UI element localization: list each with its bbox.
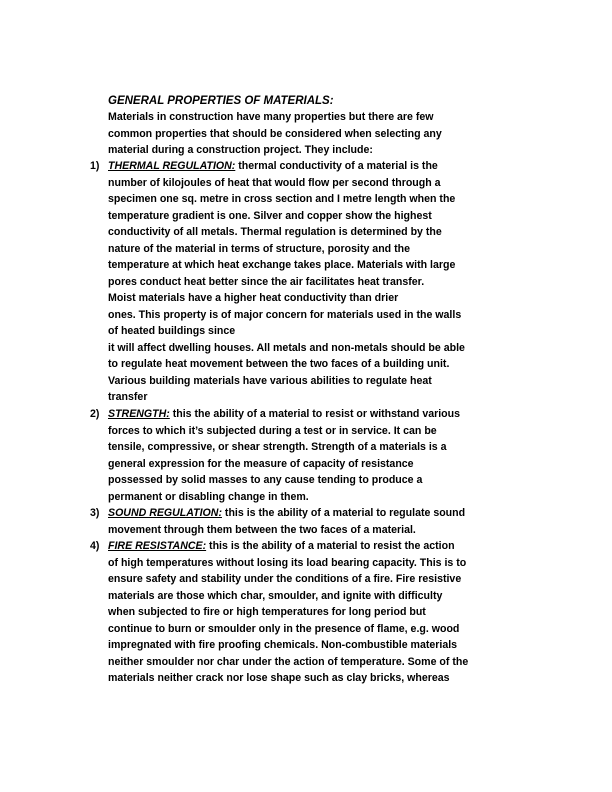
text-line: movement through them between the two faces of a material. [108, 523, 416, 536]
text-line: number of kilojoules of heat that would flow per second through a [108, 176, 441, 189]
list-number: 2) [90, 408, 100, 420]
list-number: 3) [90, 507, 100, 519]
text-line: tensile, compressive, or shear strength. Strength of a materials is a [108, 441, 447, 453]
text-line: continue to burn or smoulder only in the presence of flame, e.g. wood [108, 622, 460, 635]
list-number: 1) [90, 160, 100, 172]
text-line: of high temperatures without losing its load bearing capacity. This is to [108, 556, 467, 569]
text-line: materials are those which char, smoulder, and ignite with difficulty [108, 589, 443, 602]
text-line: general expression for the measure of capacity of resistance [108, 457, 414, 470]
text-line: Various building materials have various abilities to regulate heat [108, 374, 432, 387]
text-line: material during a construction project. They include: [108, 144, 373, 156]
list-item-sound-regulation [108, 505, 548, 538]
text-line: when subjected to fire or high temperatures for long period but [108, 606, 426, 618]
term-fire-resistance: FIRE RESISTANCE: [108, 540, 207, 552]
text-line: pores conduct heat better since the air facilitates heat transfer. [108, 275, 425, 288]
text-line: to regulate heat movement between the two faces of a building unit. [108, 358, 450, 370]
text-line: ones. This property is of major concern for materials used in the walls [108, 308, 462, 321]
page-heading: GENERAL PROPERTIES OF MATERIALS: [108, 95, 334, 107]
text-line: ensure safety and stability under the conditions of a fire. Fire resistive [108, 573, 462, 585]
text-line: Moist materials have a higher heat conductivity than drier [108, 292, 399, 304]
text-line: permanent or disabling change in them. [108, 490, 309, 503]
text-line: it will affect dwelling houses. All metals and non-metals should be able [108, 341, 465, 354]
list-item-thermal-regulation [108, 158, 548, 406]
definition-start: this is the ability of a material to resist the action [206, 540, 455, 552]
term-strength: STRENGTH: [108, 408, 170, 420]
text-line: of heated buildings since [108, 325, 236, 337]
text-line: impregnated with fire proofing chemicals. Non-combustible materials [108, 639, 458, 651]
text-line: materials neither crack nor lose shape such as clay bricks, whereas [108, 672, 450, 684]
text-line: forces to which it’s subjected during a test or in service. It can be [108, 424, 437, 437]
definition-start: thermal conductivity of a material is the [235, 160, 438, 172]
term-sound-regulation: SOUND REGULATION: [108, 507, 222, 519]
text-line [108, 538, 548, 555]
text-line: Materials in construction have many properties but there are few [108, 111, 434, 123]
text-line: nature of the material in terms of structure, porosity and the [108, 242, 410, 255]
definition-start: this the ability of a material to resist or withstand various [169, 408, 461, 420]
list-item-strength [108, 406, 548, 505]
list-item-fire-resistance [108, 538, 548, 687]
text-line: neither smoulder nor char under the action of temperature. Some of the [108, 655, 469, 668]
list-number: 4) [90, 540, 100, 552]
term-thermal-regulation: THERMAL REGULATION: [108, 160, 236, 172]
text-line: temperature at which heat exchange takes place. Materials with large [108, 259, 456, 271]
text-line: common properties that should be considered when selecting any [108, 127, 442, 140]
text-line [108, 406, 548, 423]
text-line [108, 505, 548, 522]
text-line: specimen one sq. metre in cross section and I metre length when the [108, 193, 456, 205]
intro-paragraph [108, 109, 548, 159]
text-line: transfer [108, 391, 148, 403]
text-line [108, 158, 548, 175]
text-line: temperature gradient is one. Silver and copper show the highest [108, 209, 432, 222]
text-line: possessed by solid masses to any cause tending to produce a [108, 474, 423, 486]
text-line: conductivity of all metals. Thermal regulation is determined by the [108, 226, 442, 238]
definition-start: this is the ability of a material to regulate sound [221, 507, 466, 519]
